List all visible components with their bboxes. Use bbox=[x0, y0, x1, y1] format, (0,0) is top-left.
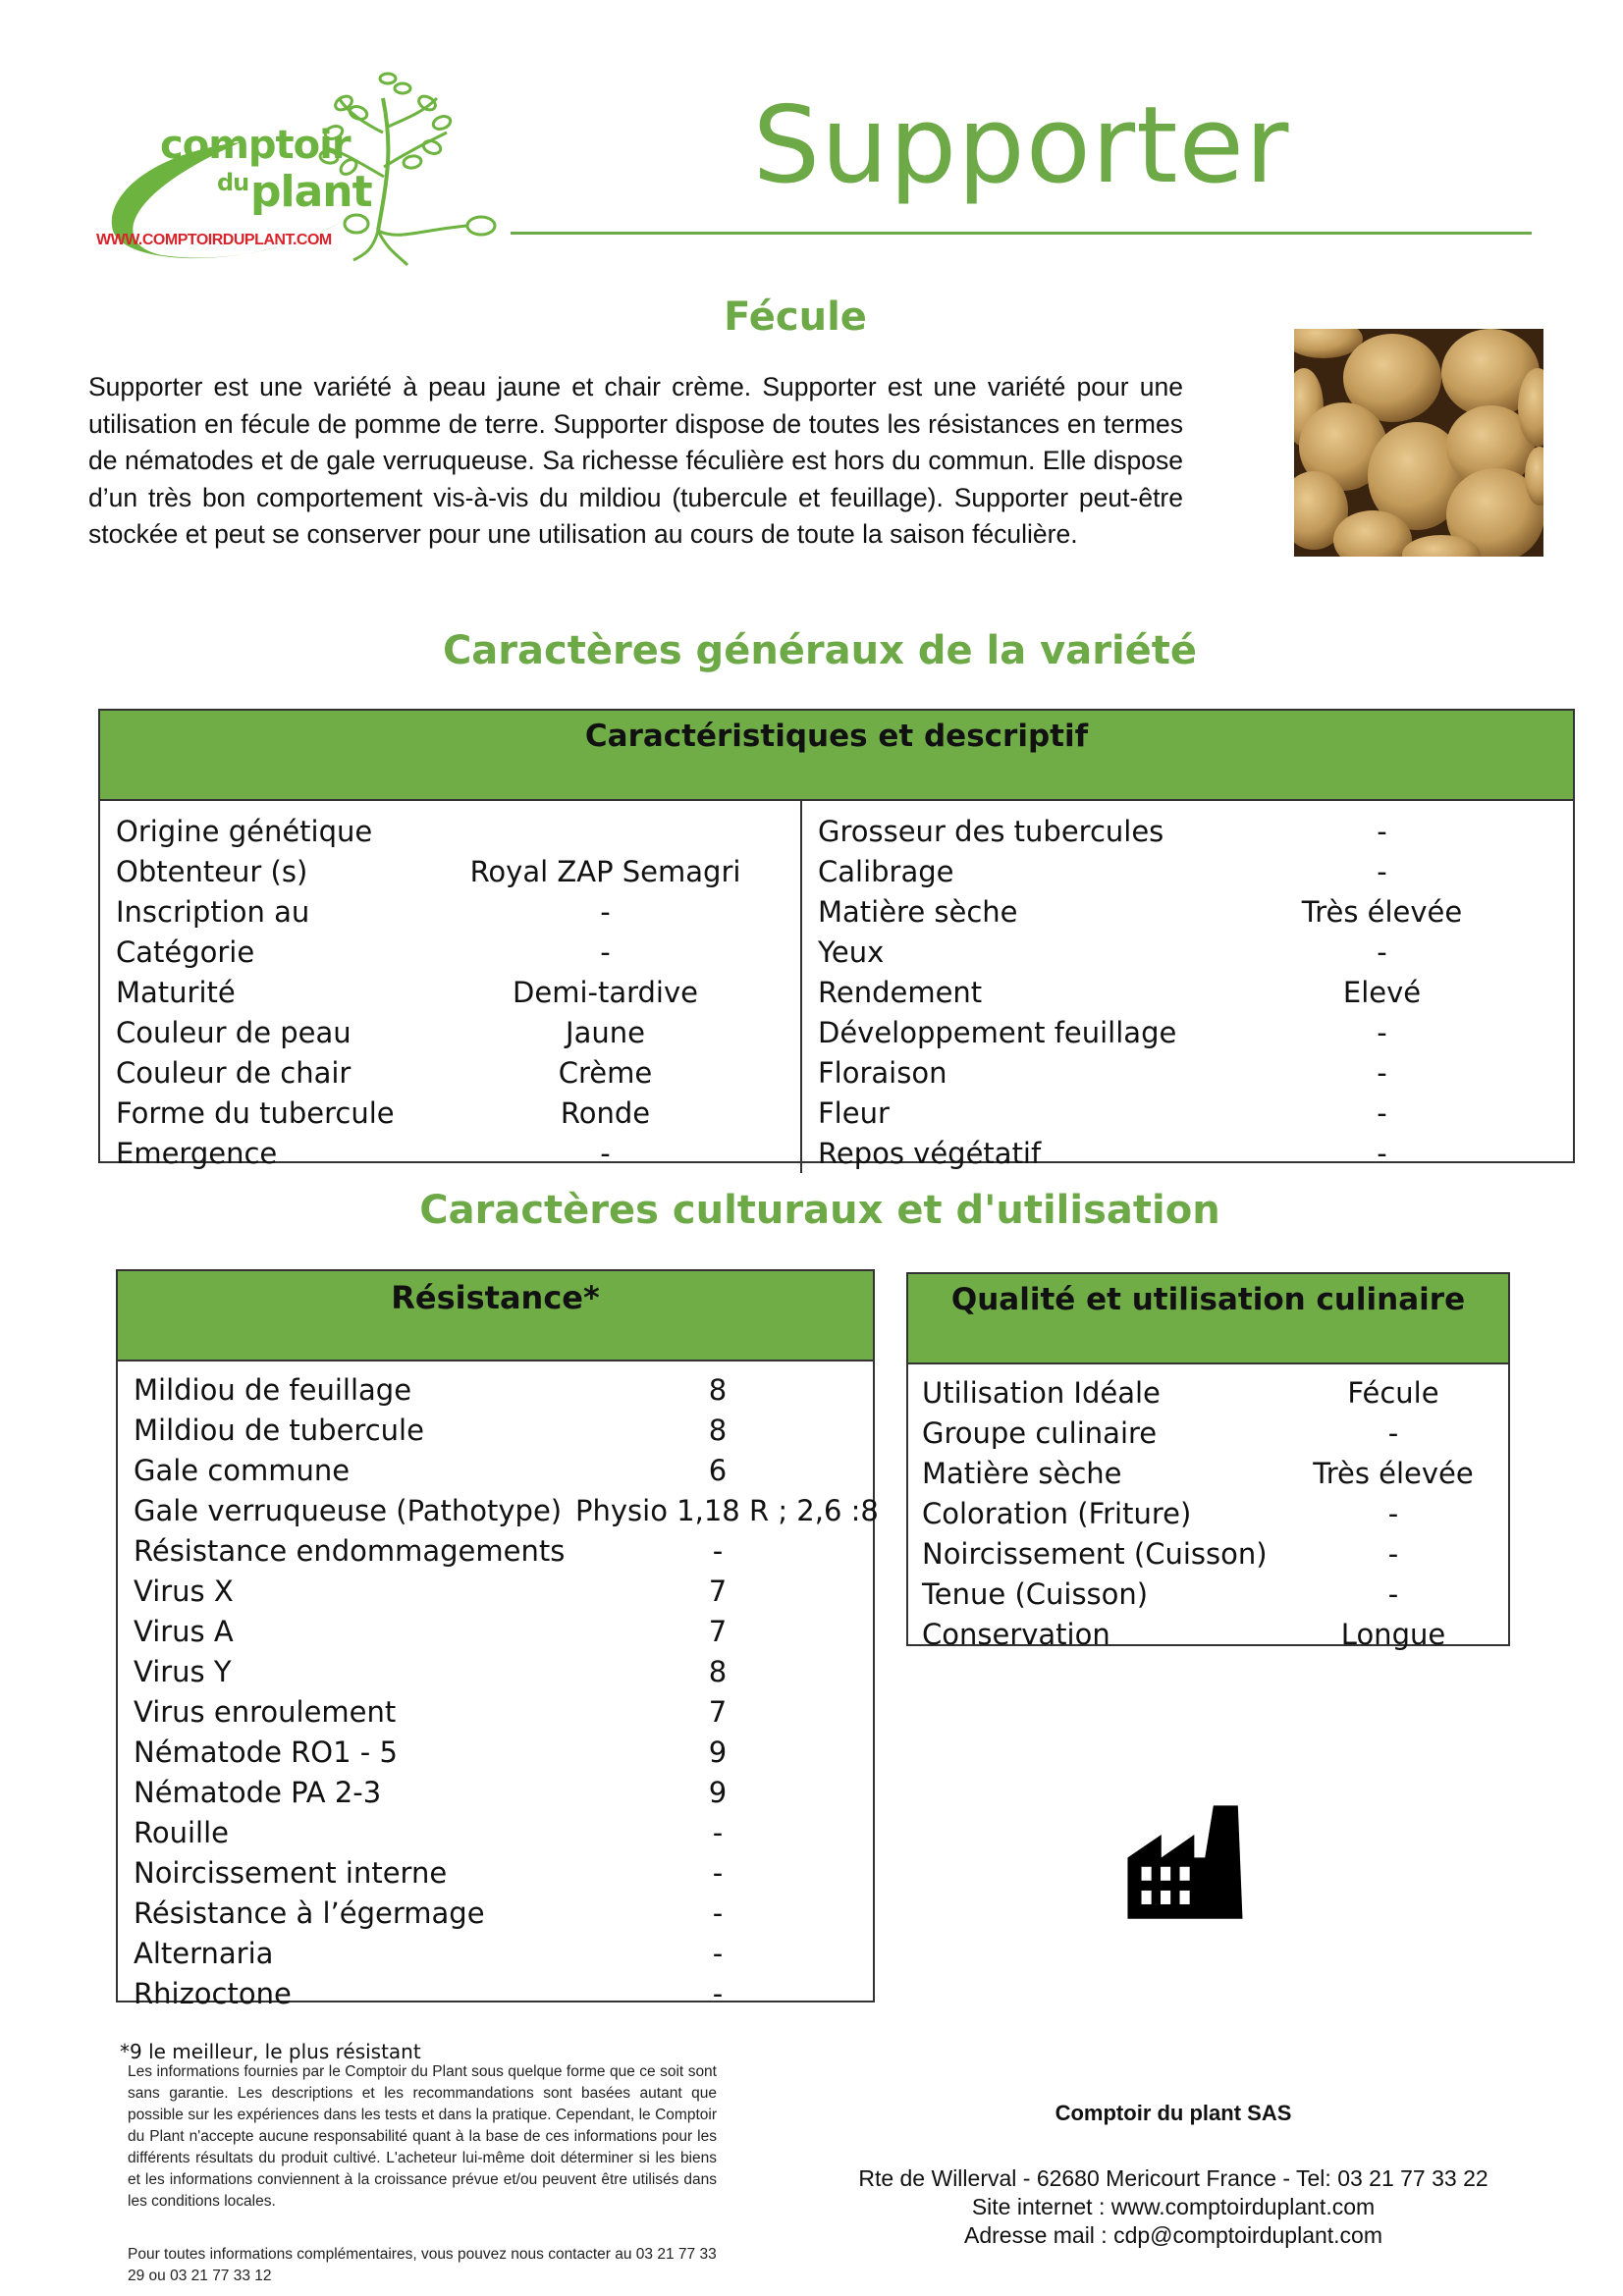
characteristics-table-header: Caractéristiques et descriptif bbox=[100, 711, 1573, 801]
table-row bbox=[100, 1133, 800, 1173]
page-title bbox=[511, 84, 1532, 207]
row-label: Obtenteur (s) bbox=[116, 854, 308, 888]
contact-phone-text: Pour toutes informations complémentaires, vous pouvez nous contacter au 03 21 77 33 29 ou 03 21 77 33 12 bbox=[128, 2246, 717, 2284]
table-row bbox=[118, 1973, 873, 2013]
table-row bbox=[908, 1533, 1508, 1574]
row-value: - bbox=[1387, 1576, 1399, 1611]
table-row bbox=[908, 1413, 1508, 1453]
logo-text-comptoir: comptoir bbox=[160, 123, 351, 168]
row-value: - bbox=[1387, 1496, 1399, 1530]
table-row bbox=[802, 1012, 1573, 1052]
row-label: Couleur de peau bbox=[116, 1015, 352, 1049]
row-value: - bbox=[1387, 1536, 1399, 1571]
row-value: - bbox=[1377, 1055, 1387, 1090]
table-row bbox=[100, 891, 800, 932]
row-value: - bbox=[1377, 934, 1387, 969]
row-value: 7 bbox=[708, 1614, 728, 1648]
row-value: Fécule bbox=[1347, 1375, 1439, 1410]
row-label: Fleur bbox=[818, 1095, 890, 1130]
table-row bbox=[802, 972, 1573, 1012]
row-value: 7 bbox=[708, 1694, 728, 1729]
table-row bbox=[118, 1410, 873, 1450]
row-value: - bbox=[600, 934, 611, 969]
table-row bbox=[118, 1691, 873, 1732]
row-label: Nématode RO1 - 5 bbox=[134, 1735, 398, 1769]
row-value: - bbox=[712, 1896, 724, 1930]
row-value: Elevé bbox=[1342, 975, 1422, 1009]
row-value: Ronde bbox=[560, 1095, 651, 1130]
row-value: Crème bbox=[558, 1055, 653, 1090]
variety-description: Supporter est une variété à peau jaune et chair crème. Supporter est une variété pour une utilisation en fécule de pomme de terre. Supporter dispose de toutes les résistances en termes de nématodes et de gale verruqueuse. Sa richesse féculière est hors du commun. Elle dispose d’un très bon comportement vis-à-vis du mildiou (tubercule et feuillage). Supporter peut-être stockée et peut se conserver pour une utilisation au cours de toute la saison féculière. bbox=[88, 372, 1183, 549]
section-title-cultural: Caractères culturaux et d'utilisation bbox=[419, 1188, 1220, 1233]
row-label: Catégorie bbox=[116, 934, 255, 969]
row-label: Matière sèche bbox=[818, 894, 1018, 929]
row-value: Longue bbox=[1340, 1617, 1446, 1651]
variety-name: Supporter bbox=[752, 84, 1290, 207]
disclaimer-text: Les informations fournies par le Comptoir du Plant sous quelque forme que ce soit sont sans garantie. Les descriptions et les recommandations sont basées autant que possible sur les expériences dans les tests et dans la pratique. Cependant, le Comptoir du Plant n'accepte aucune responsabilité quant à la base de ces informations pour les différents résultats du produit cultivé. L'acheteur lui-même doit déterminer si les biens et les informations conviennent à la croissance prévue et/ou peuvent être utilisés dans les conditions locales. bbox=[128, 2063, 717, 2210]
table-row bbox=[802, 1052, 1573, 1093]
row-label: Résistance à l’égermage bbox=[134, 1896, 485, 1930]
table-row bbox=[802, 932, 1573, 972]
title-divider bbox=[511, 232, 1532, 235]
resistance-footnote: *9 le meilleur, le plus résistant bbox=[120, 2040, 421, 2063]
table-row bbox=[118, 1933, 873, 1973]
row-label: Forme du tubercule bbox=[116, 1095, 395, 1130]
table-row bbox=[118, 1530, 873, 1571]
table-row bbox=[118, 1893, 873, 1933]
row-label: Maturité bbox=[116, 975, 236, 1009]
company-address-block bbox=[805, 2164, 1542, 2250]
table-row bbox=[118, 1651, 873, 1691]
row-value: Très élevée bbox=[1301, 894, 1463, 929]
row-value: Physio 1,18 R ; 2,6 :8 bbox=[575, 1493, 879, 1527]
row-label: Virus Y bbox=[134, 1654, 232, 1688]
company-website[interactable]: Site internet : www.comptoirduplant.com bbox=[971, 2194, 1376, 2219]
row-value: 9 bbox=[708, 1775, 728, 1809]
row-label: Conservation bbox=[922, 1617, 1110, 1651]
row-label: Utilisation Idéale bbox=[922, 1375, 1161, 1410]
row-value: 8 bbox=[708, 1372, 728, 1407]
table-row bbox=[118, 1852, 873, 1893]
row-value: 8 bbox=[708, 1413, 728, 1447]
section-title-general: Caractères généraux de la variété bbox=[442, 628, 1198, 673]
row-label: Noircissement (Cuisson) bbox=[922, 1536, 1268, 1571]
factory-icon bbox=[1115, 1796, 1269, 1949]
row-value: - bbox=[712, 1936, 724, 1970]
row-value: - bbox=[712, 1855, 724, 1890]
row-value: - bbox=[600, 1136, 611, 1170]
row-label: Tenue (Cuisson) bbox=[922, 1576, 1149, 1611]
row-value: 8 bbox=[708, 1654, 728, 1688]
table-row bbox=[100, 972, 800, 1012]
row-value: 9 bbox=[708, 1735, 728, 1769]
table-row bbox=[118, 1812, 873, 1852]
usage-type-heading: Fécule bbox=[724, 294, 867, 340]
row-value: Très élevée bbox=[1313, 1456, 1474, 1490]
row-label: Rhizoctone bbox=[134, 1976, 292, 2010]
table-row bbox=[118, 1772, 873, 1812]
logo-text-du: du bbox=[217, 169, 249, 196]
table-row bbox=[908, 1574, 1508, 1614]
table-row bbox=[802, 1133, 1573, 1173]
row-value: - bbox=[1377, 1136, 1387, 1170]
row-label: Mildiou de tubercule bbox=[134, 1413, 424, 1447]
row-value: 6 bbox=[708, 1453, 728, 1487]
table-row bbox=[908, 1453, 1508, 1493]
characteristics-table bbox=[98, 709, 1575, 1170]
company-name: Comptoir du plant SAS bbox=[1055, 2101, 1292, 2125]
table-row bbox=[802, 1093, 1573, 1133]
potato-image-icon bbox=[1294, 329, 1543, 557]
row-label: Yeux bbox=[818, 934, 885, 969]
table-row bbox=[118, 1369, 873, 1410]
table-row bbox=[100, 1012, 800, 1052]
row-label: Gale commune bbox=[134, 1453, 351, 1487]
table-row bbox=[908, 1493, 1508, 1533]
quality-table bbox=[906, 1272, 1510, 1651]
row-label: Rendement bbox=[818, 975, 983, 1009]
row-value: - bbox=[1377, 1095, 1387, 1130]
row-value: Royal ZAP Semagri bbox=[469, 854, 741, 888]
logo-url: WWW.COMPTOIRDUPLANT.COM bbox=[96, 232, 332, 248]
row-label: Inscription au bbox=[116, 894, 310, 929]
row-label: Résistance endommagements bbox=[134, 1533, 566, 1568]
resistance-table-header: Résistance* bbox=[118, 1271, 873, 1362]
quality-table-header: Qualité et utilisation culinaire bbox=[908, 1274, 1508, 1364]
table-row bbox=[802, 891, 1573, 932]
row-label: Nématode PA 2-3 bbox=[134, 1775, 382, 1809]
row-label: Alternaria bbox=[134, 1936, 274, 1970]
table-row bbox=[100, 1052, 800, 1093]
row-label: Emergence bbox=[116, 1136, 278, 1170]
row-value: Demi-tardive bbox=[513, 975, 698, 1009]
resistance-table bbox=[116, 1269, 879, 2010]
row-value: - bbox=[1377, 814, 1387, 848]
table-row bbox=[118, 1732, 873, 1772]
row-value: - bbox=[1377, 854, 1387, 888]
table-row bbox=[802, 811, 1573, 851]
table-row bbox=[802, 851, 1573, 891]
company-address: Rte de Willerval - 62680 Mericourt France - Tel: 03 21 77 33 22 bbox=[858, 2165, 1488, 2191]
row-label: Mildiou de feuillage bbox=[134, 1372, 412, 1407]
characteristics-right-column bbox=[802, 801, 1573, 1173]
potato-photo bbox=[1294, 329, 1543, 557]
table-row bbox=[118, 1450, 873, 1490]
row-label: Grosseur des tubercules bbox=[818, 814, 1164, 848]
table-row bbox=[118, 1490, 879, 1530]
table-row bbox=[100, 851, 800, 891]
row-value: Jaune bbox=[566, 1015, 645, 1049]
table-row bbox=[118, 1611, 873, 1651]
characteristics-left-column bbox=[100, 801, 802, 1173]
company-logo bbox=[93, 59, 506, 294]
table-row bbox=[100, 932, 800, 972]
row-label: Groupe culinaire bbox=[922, 1415, 1158, 1450]
row-label: Coloration (Friture) bbox=[922, 1496, 1192, 1530]
row-label: Repos végétatif bbox=[818, 1136, 1042, 1170]
row-label: Matière sèche bbox=[922, 1456, 1122, 1490]
table-row bbox=[118, 1571, 873, 1611]
row-label: Couleur de chair bbox=[116, 1055, 352, 1090]
row-label: Rouille bbox=[134, 1815, 229, 1849]
table-row bbox=[100, 811, 800, 851]
row-label: Gale verruqueuse (Pathotype) bbox=[134, 1493, 563, 1527]
row-value: - bbox=[712, 1815, 724, 1849]
row-label: Virus X bbox=[134, 1574, 234, 1608]
table-row bbox=[908, 1614, 1508, 1654]
row-label: Calibrage bbox=[818, 854, 954, 888]
row-value: - bbox=[1377, 1015, 1387, 1049]
row-value: - bbox=[1387, 1415, 1399, 1450]
row-label: Noircissement interne bbox=[134, 1855, 448, 1890]
table-row bbox=[908, 1372, 1508, 1413]
row-label: Floraison bbox=[818, 1055, 947, 1090]
table-row bbox=[100, 1093, 800, 1133]
row-value: 7 bbox=[708, 1574, 728, 1608]
row-label: Origine génétique bbox=[116, 814, 373, 848]
row-label: Virus enroulement bbox=[134, 1694, 397, 1729]
company-email[interactable]: Adresse mail : cdp@comptoirduplant.com bbox=[963, 2222, 1383, 2248]
row-value: - bbox=[712, 1976, 724, 2010]
row-value: - bbox=[712, 1533, 724, 1568]
row-value: - bbox=[600, 894, 611, 929]
logo-text-plant: plant bbox=[250, 167, 372, 217]
row-label: Développement feuillage bbox=[818, 1015, 1177, 1049]
row-label: Virus A bbox=[134, 1614, 234, 1648]
